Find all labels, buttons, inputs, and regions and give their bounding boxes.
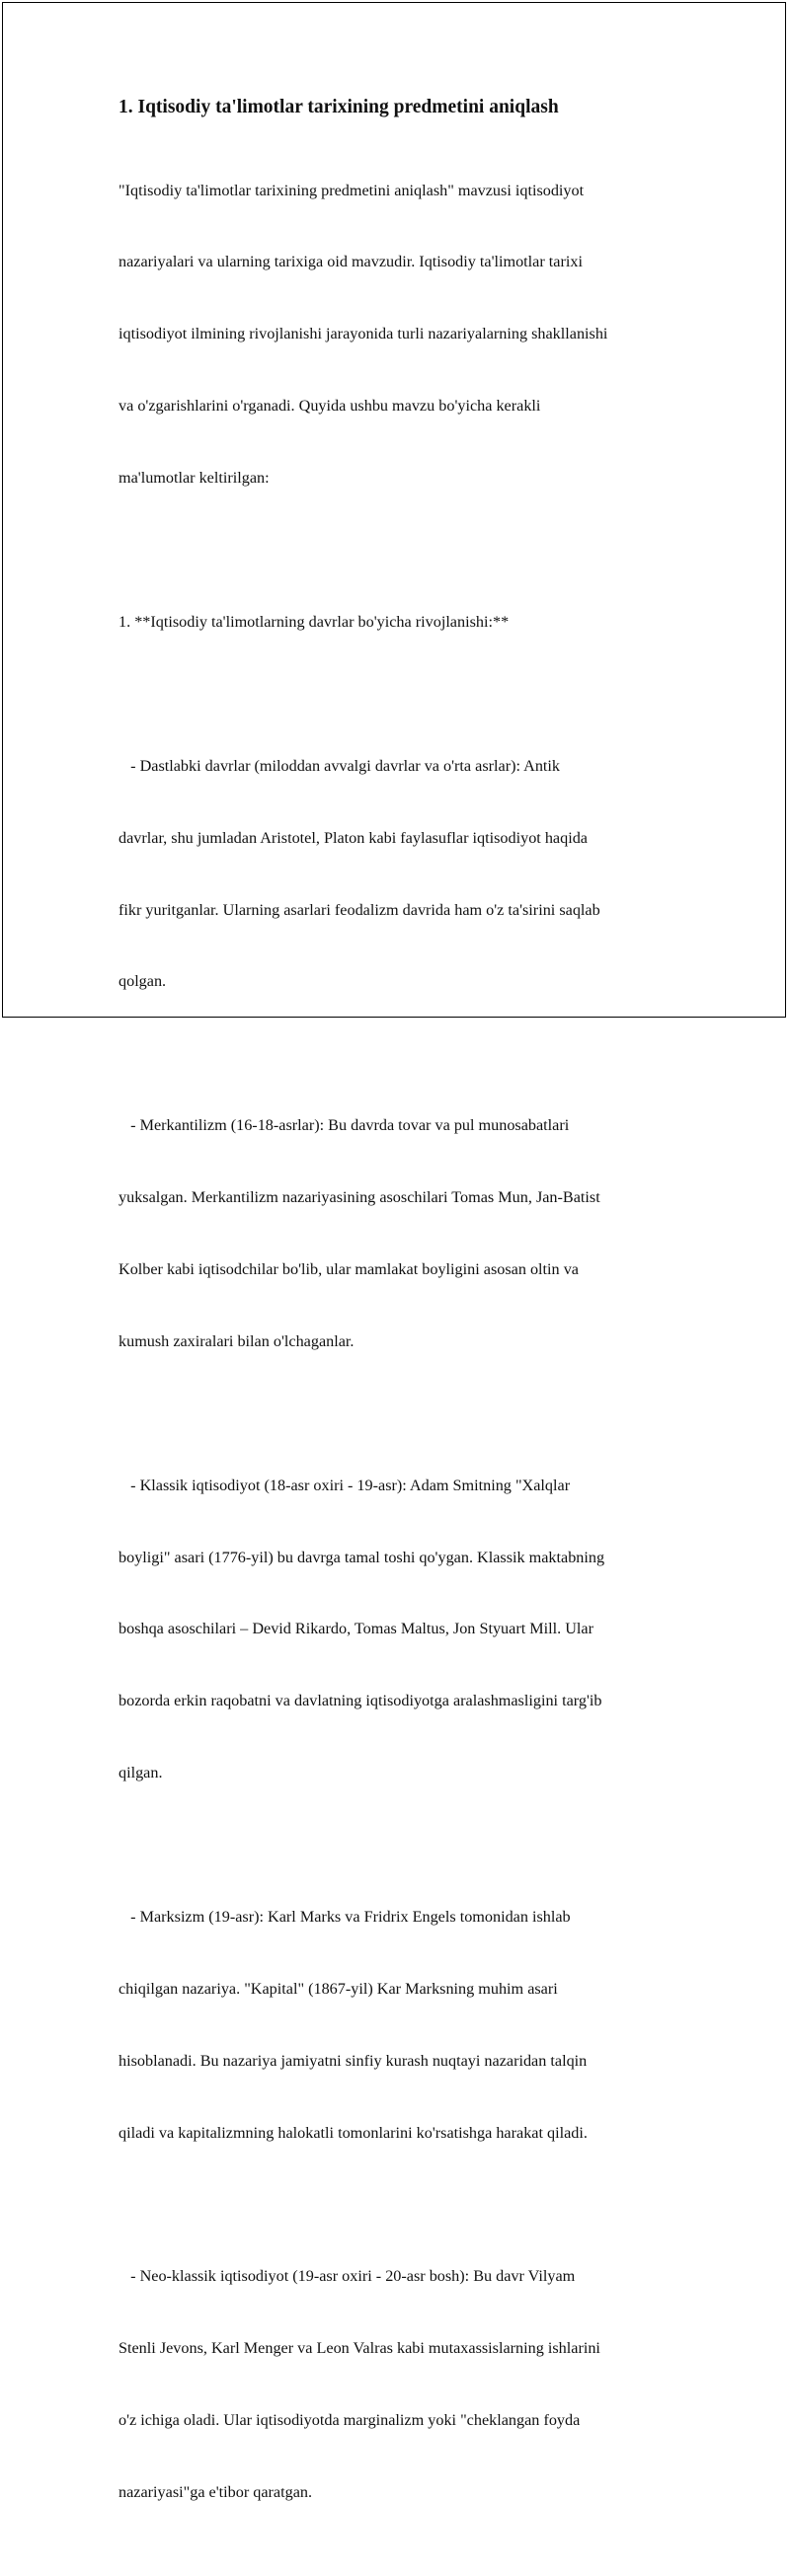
text-line: yuksalgan. Merkantilizm nazariyasining asoschilari Tomas Mun, Jan-Batist xyxy=(118,1188,600,1207)
text-line: - Merkantilizm (16-18-asrlar): Bu davrda tovar va pul munosabatlari xyxy=(118,1116,570,1135)
page-frame xyxy=(2,2,786,2502)
document-body xyxy=(118,95,691,2576)
text-line: nazariyasi"ga e'tibor qaratgan. xyxy=(118,2483,313,2502)
text-line: - Dastlabki davrlar (miloddan avvalgi davrlar va o'rta asrlar): Antik xyxy=(118,756,561,775)
text-line: boshqa asoschilari – Devid Rikardo, Tomas Maltus, Jon Styuart Mill. Ular xyxy=(118,1620,593,1638)
text-line: - Marksizm (19-asr): Karl Marks va Fridrix Engels tomonidan ishlab xyxy=(118,1907,571,1926)
text-line: - Klassik iqtisodiyot (18-asr oxiri - 19-asr): Adam Smitning "Xalqlar xyxy=(118,1476,571,1494)
text-line: boyligi" asari (1776-yil) bu davrga tamal toshi qo'ygan. Klassik maktabning xyxy=(118,1548,605,1566)
text-line: chiqilgan nazariya. "Kapital" (1867-yil) Kar Marksning muhim asari xyxy=(118,1979,558,1998)
paragraph-intro xyxy=(118,130,691,538)
text-line: nazariyalari va ularning tarixiga oid mavzudir. Iqtisodiy ta'limotlar tarixi xyxy=(118,253,583,271)
text-line: qiladi va kapitalizmning halokatli tomonlarini ko'rsatishga harakat qiladi. xyxy=(118,2123,588,2142)
text-line: ma'lumotlar keltirilgan: xyxy=(118,469,270,488)
list-item-neoclassical xyxy=(118,2217,691,2552)
text-line: qolgan. xyxy=(118,972,167,991)
text-line: qilgan. xyxy=(118,1764,163,1782)
text-line: va o'zgarishlarini o'rganadi. Quyida ushbu mavzu bo'yicha kerakli xyxy=(118,397,541,416)
text-line: kumush zaxiralari bilan o'lchaganlar. xyxy=(118,1331,355,1350)
text-line: - Neo-klassik iqtisodiyot (19-asr oxiri - 20-asr bosh): Bu davr Vilyam xyxy=(118,2267,576,2286)
text-line: o'z ichiga oladi. Ular iqtisodiyotda marginalizm yoki "cheklangan foyda xyxy=(118,2411,581,2430)
text-line: fikr yuritganlar. Ularning asarlari feodalizm davrida ham o'z ta'sirini saqlab xyxy=(118,900,600,919)
list-item-marxism xyxy=(118,1856,691,2192)
text-line: bozorda erkin raqobatni va davlatning iqtisodiyotga aralashmasligini targ'ib xyxy=(118,1692,602,1710)
text-line: "Iqtisodiy ta'limotlar tarixining predmetini aniqlash" mavzusi iqtisodiyot xyxy=(118,181,585,199)
text-line: Stenli Jevons, Karl Menger va Leon Valras kabi mutaxassislarning ishlarini xyxy=(118,2339,600,2358)
list-item-early-periods xyxy=(118,706,691,1041)
list-item-mercantilism xyxy=(118,1066,691,1402)
text-line: davrlar, shu jumladan Aristotel, Platon kabi faylasuflar iqtisodiyot haqida xyxy=(118,828,588,847)
document-title: 1. Iqtisodiy ta'limotlar tarixining predmetini aniqlash xyxy=(118,97,559,117)
list-item-classical xyxy=(118,1425,691,1833)
text-line: hisoblanadi. Bu nazariya jamiyatni sinfiy kurash nuqtayi nazaridan talqin xyxy=(118,2051,588,2070)
text-line: iqtisodiyot ilmining rivojlanishi jarayonida turli nazariyalarning shakllanishi xyxy=(118,325,608,343)
text-line: 1. **Iqtisodiy ta'limotlarning davrlar bo'yicha rivojlanishi:** xyxy=(118,612,510,631)
text-line: Kolber kabi iqtisodchilar bo'lib, ular mamlakat boyligini asosan oltin va xyxy=(118,1259,579,1278)
list-heading xyxy=(118,562,691,681)
